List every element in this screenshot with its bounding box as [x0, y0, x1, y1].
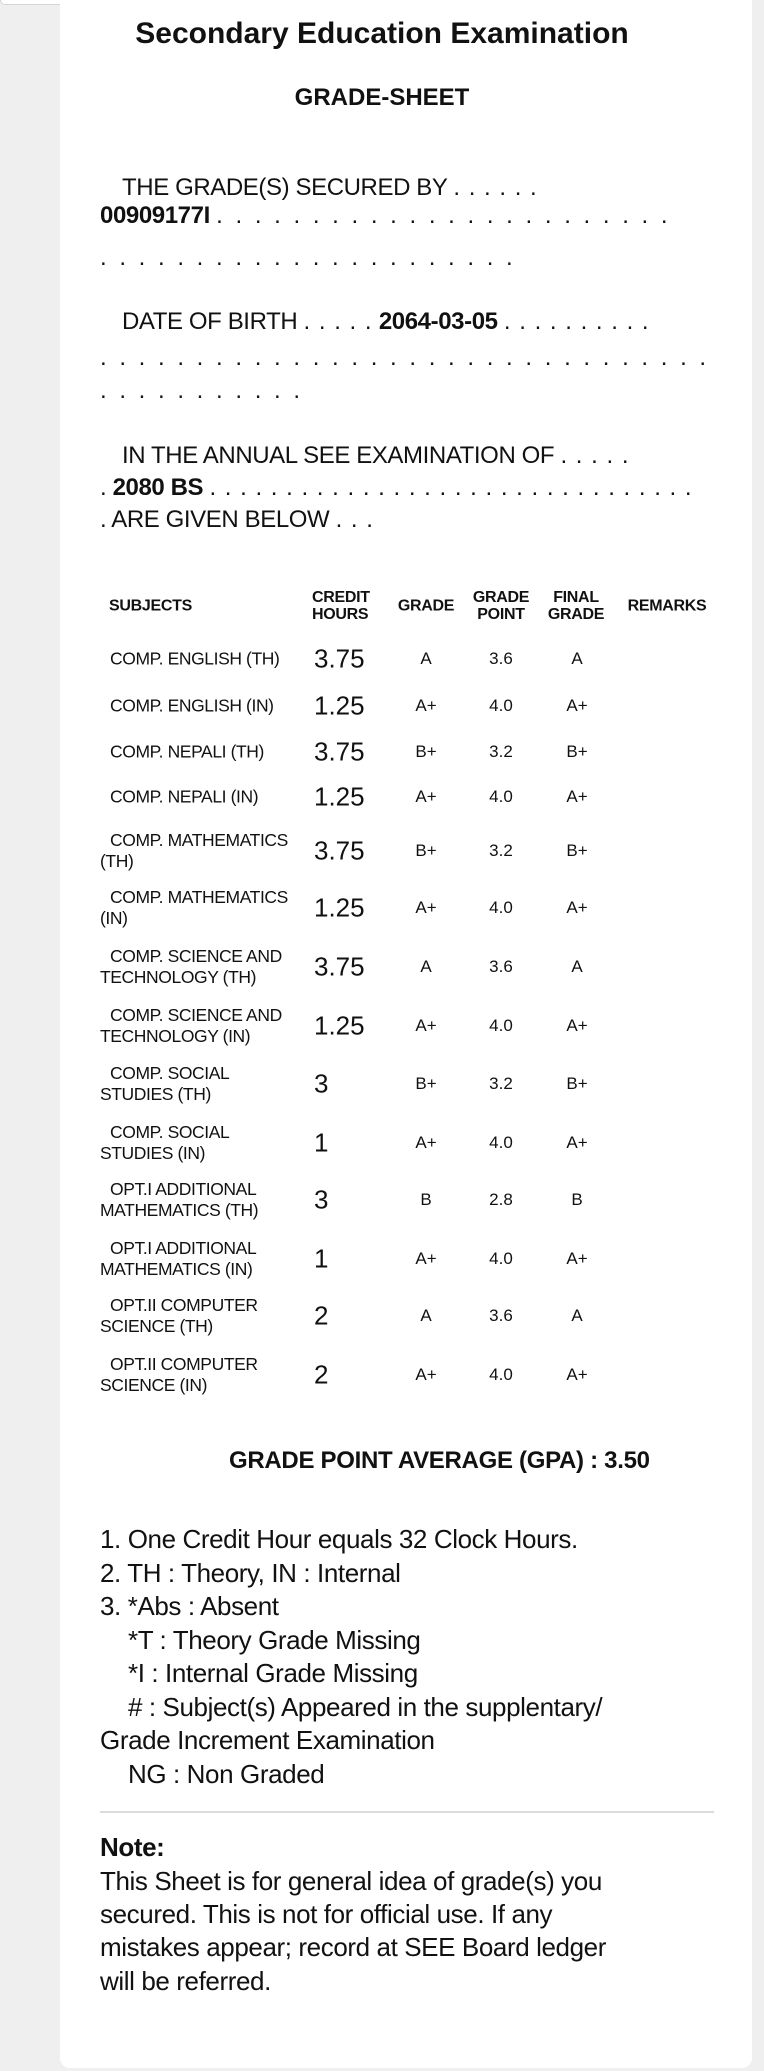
- credit-hours: 2: [314, 1300, 329, 1331]
- credit-hours: 3.75: [314, 643, 365, 674]
- subject-name: COMP. ENGLISH (TH): [110, 648, 280, 669]
- dots: . . . . . . . . . . . . . . . . . . . . . . . . . . . . . . . .: [209, 474, 693, 501]
- legend-item: Grade Increment Examination: [100, 1725, 435, 1755]
- dots: . . .: [335, 506, 374, 533]
- grade-point: 3.6: [489, 957, 513, 976]
- grade: A+: [415, 1365, 437, 1384]
- grade: A: [420, 957, 432, 976]
- grade-point: 3.6: [489, 649, 513, 668]
- final-grade: A: [571, 649, 583, 668]
- given-below-label: ARE GIVEN BELOW: [111, 506, 330, 533]
- final-grade: A+: [566, 1016, 588, 1035]
- note-line: mistakes appear; record at SEE Board ledger: [100, 1932, 606, 1962]
- subject-name: COMP. NEPALI (TH): [110, 741, 264, 762]
- dots: . . . . . . . . . . . . . . . . . . . . . . . . . . . . . . . .: [100, 344, 710, 371]
- symbol-line: [100, 202, 671, 230]
- final-grade: A+: [566, 787, 588, 806]
- grade-point: 3.2: [489, 841, 513, 860]
- top-left-tab: [0, 0, 66, 5]
- header-grade-point: GRADE POINT: [472, 589, 530, 623]
- grade: A: [420, 649, 432, 668]
- final-grade: A+: [566, 1133, 588, 1152]
- exam-year-line: [100, 474, 693, 502]
- dots: .: [100, 474, 107, 501]
- note-title: Note:: [100, 1832, 165, 1862]
- credit-hours: 1.25: [314, 1010, 365, 1041]
- credit-hours: 3: [314, 1068, 329, 1099]
- grade-point: 4.0: [489, 787, 513, 806]
- header-grade: GRADE: [397, 597, 455, 615]
- final-grade: A+: [566, 1249, 588, 1268]
- legend-item: # : Subject(s) Appeared in the supplentary/: [128, 1692, 603, 1722]
- legend-item: 3. *Abs : Absent: [100, 1591, 279, 1621]
- grade-point: 4.0: [489, 898, 513, 917]
- subject-name: COMP. SCIENCE AND TECHNOLOGY (IN): [100, 1005, 282, 1046]
- dots: . . . . .: [560, 442, 630, 469]
- grade-sheet-heading: GRADE-SHEET: [294, 84, 470, 111]
- dob-label: DATE OF BIRTH: [122, 308, 298, 335]
- grade: B: [420, 1190, 432, 1209]
- subject-name: COMP. MATHEMATICS (IN): [100, 887, 288, 928]
- subject-name: COMP. NEPALI (IN): [110, 786, 259, 807]
- note-line: This Sheet is for general idea of grade(s) you: [100, 1866, 602, 1896]
- given-below-line: [100, 506, 374, 534]
- secured-by-label: THE GRADE(S) SECURED BY: [122, 174, 448, 201]
- grade: B+: [415, 742, 437, 761]
- grade: A: [420, 1306, 432, 1325]
- dots-line: [100, 244, 516, 272]
- subject-name: COMP. SCIENCE AND TECHNOLOGY (TH): [100, 946, 282, 987]
- subject-name: COMP. SOCIAL STUDIES (IN): [100, 1122, 229, 1163]
- legend-item: *I : Internal Grade Missing: [128, 1658, 418, 1688]
- final-grade: A: [571, 957, 583, 976]
- legend-item: 2. TH : Theory, IN : Internal: [100, 1558, 401, 1588]
- subject-name: OPT.I ADDITIONAL MATHEMATICS (TH): [100, 1179, 259, 1220]
- credit-hours: 3.75: [314, 951, 365, 982]
- final-grade: B+: [566, 1074, 588, 1093]
- credit-hours: 1.25: [314, 892, 365, 923]
- credit-hours: 1.25: [314, 690, 365, 721]
- grade-point: 3.2: [489, 742, 513, 761]
- exam-year: 2080 BS: [112, 474, 204, 501]
- grade: A+: [415, 898, 437, 917]
- final-grade: A+: [566, 1365, 588, 1384]
- credit-hours: 3: [314, 1184, 329, 1215]
- legend-item: NG : Non Graded: [128, 1759, 325, 1789]
- subject-name: COMP. ENGLISH (IN): [110, 695, 274, 716]
- dots-line: [100, 344, 709, 372]
- dob-value: 2064-03-05: [378, 308, 498, 335]
- header-credit-hours: CREDIT HOURS: [312, 589, 370, 623]
- dots: . . . . . . . . . . . . . . . . . . . . . . . .: [216, 202, 671, 229]
- dots: . . . . . . . . . . .: [100, 377, 304, 404]
- gpa: GRADE POINT AVERAGE (GPA) : 3.50: [229, 1447, 650, 1474]
- grade-point: 4.0: [489, 1133, 513, 1152]
- dots-line: [100, 377, 303, 405]
- grade: A+: [415, 1133, 437, 1152]
- dots: . . . . . .: [453, 174, 538, 201]
- note-line: secured. This is not for official use. If any: [100, 1899, 553, 1929]
- credit-hours: 3.75: [314, 736, 365, 767]
- credit-hours: 2: [314, 1359, 329, 1390]
- note-line: will be referred.: [100, 1966, 271, 1996]
- exam-title: Secondary Education Examination: [135, 17, 629, 50]
- grade: A+: [415, 1249, 437, 1268]
- final-grade: A+: [566, 898, 588, 917]
- grade: A+: [415, 696, 437, 715]
- grade-point: 3.6: [489, 1306, 513, 1325]
- grade-point: 4.0: [489, 1365, 513, 1384]
- grade-point: 4.0: [489, 1249, 513, 1268]
- exam-label: IN THE ANNUAL SEE EXAMINATION OF: [122, 442, 555, 469]
- grade: B+: [415, 841, 437, 860]
- legend-item: 1. One Credit Hour equals 32 Clock Hours.: [100, 1524, 578, 1554]
- final-grade: A: [571, 1306, 583, 1325]
- secured-by-line: [122, 174, 538, 202]
- dots: . . . . . . . . . . . . . . . . . . . . . .: [100, 244, 516, 271]
- final-grade: B: [571, 1190, 583, 1209]
- grade-point: 2.8: [489, 1190, 513, 1209]
- dots: . . . . .: [303, 308, 373, 335]
- divider: [100, 1811, 714, 1813]
- credit-hours: 1: [314, 1127, 329, 1158]
- dots: . . . . . . . . . .: [503, 308, 650, 335]
- credit-hours: 1.25: [314, 781, 365, 812]
- header-final-grade: FINAL GRADE: [547, 589, 605, 623]
- credit-hours: 1: [314, 1243, 329, 1274]
- subject-name: OPT.II COMPUTER SCIENCE (TH): [100, 1295, 258, 1336]
- header-remarks: REMARKS: [627, 597, 707, 615]
- final-grade: A+: [566, 696, 588, 715]
- legend-item: *T : Theory Grade Missing: [128, 1625, 421, 1655]
- grade-point: 4.0: [489, 1016, 513, 1035]
- final-grade: B+: [566, 742, 588, 761]
- grade: A+: [415, 787, 437, 806]
- header-subjects: SUBJECTS: [109, 597, 192, 615]
- symbol-number: 00909177I: [100, 202, 210, 229]
- subject-name: OPT.I ADDITIONAL MATHEMATICS (IN): [100, 1238, 256, 1279]
- dob-line: [122, 308, 650, 336]
- subject-name: COMP. MATHEMATICS (TH): [100, 830, 288, 871]
- subject-name: COMP. SOCIAL STUDIES (TH): [100, 1063, 229, 1104]
- grade: A+: [415, 1016, 437, 1035]
- grade-point: 3.2: [489, 1074, 513, 1093]
- grade: B+: [415, 1074, 437, 1093]
- final-grade: B+: [566, 841, 588, 860]
- subject-name: OPT.II COMPUTER SCIENCE (IN): [100, 1354, 258, 1395]
- grade-point: 4.0: [489, 696, 513, 715]
- dots: .: [100, 506, 107, 533]
- credit-hours: 3.75: [314, 835, 365, 866]
- exam-line: [122, 442, 629, 470]
